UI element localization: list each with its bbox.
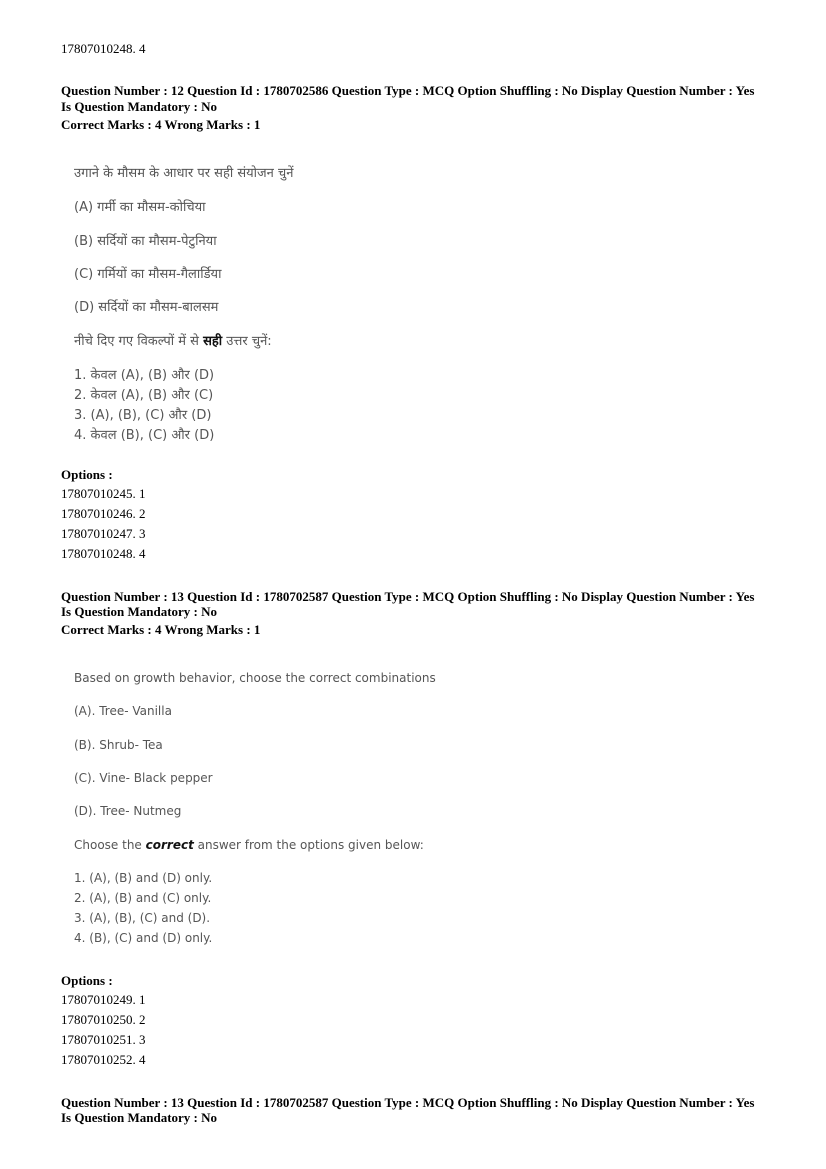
question-13-option-3: 17807010251. 3 [61, 1032, 146, 1047]
question-13-choice-1: 1. (A), (B) and (D) only. [74, 871, 213, 885]
question-12-statement-d: (D) सर्दियों का मौसम-बालसम [74, 300, 219, 315]
question-13-statement-a: (A). Tree- Vanilla [74, 704, 172, 718]
question-12-options-label: Options : [61, 467, 113, 482]
question-12-instruction: नीचे दिए गए विकल्पों में से सही उत्तर चुनें: [74, 334, 272, 349]
question-13-statement-d: (D). Tree- Nutmeg [74, 804, 182, 818]
question-12-option-2: 17807010246. 2 [61, 506, 146, 521]
question-12-choice-1: 1. केवल (A), (B) और (D) [74, 368, 215, 383]
question-13-repeat-header: Question Number : 13 Question Id : 1780702587 Question Type : MCQ Option Shuffling : No Display Question Number : Yes [61, 1095, 755, 1110]
question-12-statement-a: (A) गर्मी का मौसम-कोचिया [74, 200, 206, 215]
question-12-choice-3: 3. (A), (B), (C) और (D) [74, 408, 212, 423]
question-13-option-1: 17807010249. 1 [61, 992, 146, 1007]
question-13-image [62, 662, 442, 952]
question-12-mandatory: Is Question Mandatory : No [61, 99, 218, 114]
question-12-option-1: 17807010245. 1 [61, 486, 146, 501]
question-13-repeat-mandatory: Is Question Mandatory : No [61, 1110, 218, 1125]
question-12-statement-c: (C) गर्मियों का मौसम-गैलार्डिया [74, 267, 222, 282]
question-13-header: Question Number : 13 Question Id : 1780702587 Question Type : MCQ Option Shuffling : No Display Question Number : Yes [61, 589, 755, 604]
question-13-statement-c: (C). Vine- Black pepper [74, 771, 213, 785]
question-12-stem: उगाने के मौसम के आधार पर सही संयोजन चुनें [74, 166, 294, 181]
question-13-instruction: Choose the correct answer from the options given below: [74, 838, 424, 852]
question-13-option-2: 17807010250. 2 [61, 1012, 146, 1027]
question-13-stem: Based on growth behavior, choose the correct combinations [74, 671, 436, 685]
question-12-header: Question Number : 12 Question Id : 1780702586 Question Type : MCQ Option Shuffling : No Display Question Number : Yes [61, 83, 755, 98]
question-13-choice-2: 2. (A), (B) and (C) only. [74, 891, 212, 905]
question-13-options-label: Options : [61, 973, 113, 988]
question-12-choice-4: 4. केवल (B), (C) और (D) [74, 428, 215, 443]
question-12-option-4: 17807010248. 4 [61, 546, 146, 561]
question-13-statement-b: (B). Shrub- Tea [74, 738, 163, 752]
question-12-option-3: 17807010247. 3 [61, 526, 146, 541]
question-13-choice-4: 4. (B), (C) and (D) only. [74, 931, 213, 945]
question-12-image [62, 155, 442, 445]
question-12-marks: Correct Marks : 4 Wrong Marks : 1 [61, 117, 261, 132]
question-12-statement-b: (B) सर्दियों का मौसम-पेटुनिया [74, 234, 217, 249]
question-13-option-4: 17807010252. 4 [61, 1052, 146, 1067]
question-12-choice-2: 2. केवल (A), (B) और (C) [74, 388, 214, 403]
previous-option-line: 17807010248. 4 [61, 41, 146, 56]
question-13-choice-3: 3. (A), (B), (C) and (D). [74, 911, 211, 925]
question-13-marks: Correct Marks : 4 Wrong Marks : 1 [61, 622, 261, 637]
question-13-mandatory: Is Question Mandatory : No [61, 604, 218, 619]
